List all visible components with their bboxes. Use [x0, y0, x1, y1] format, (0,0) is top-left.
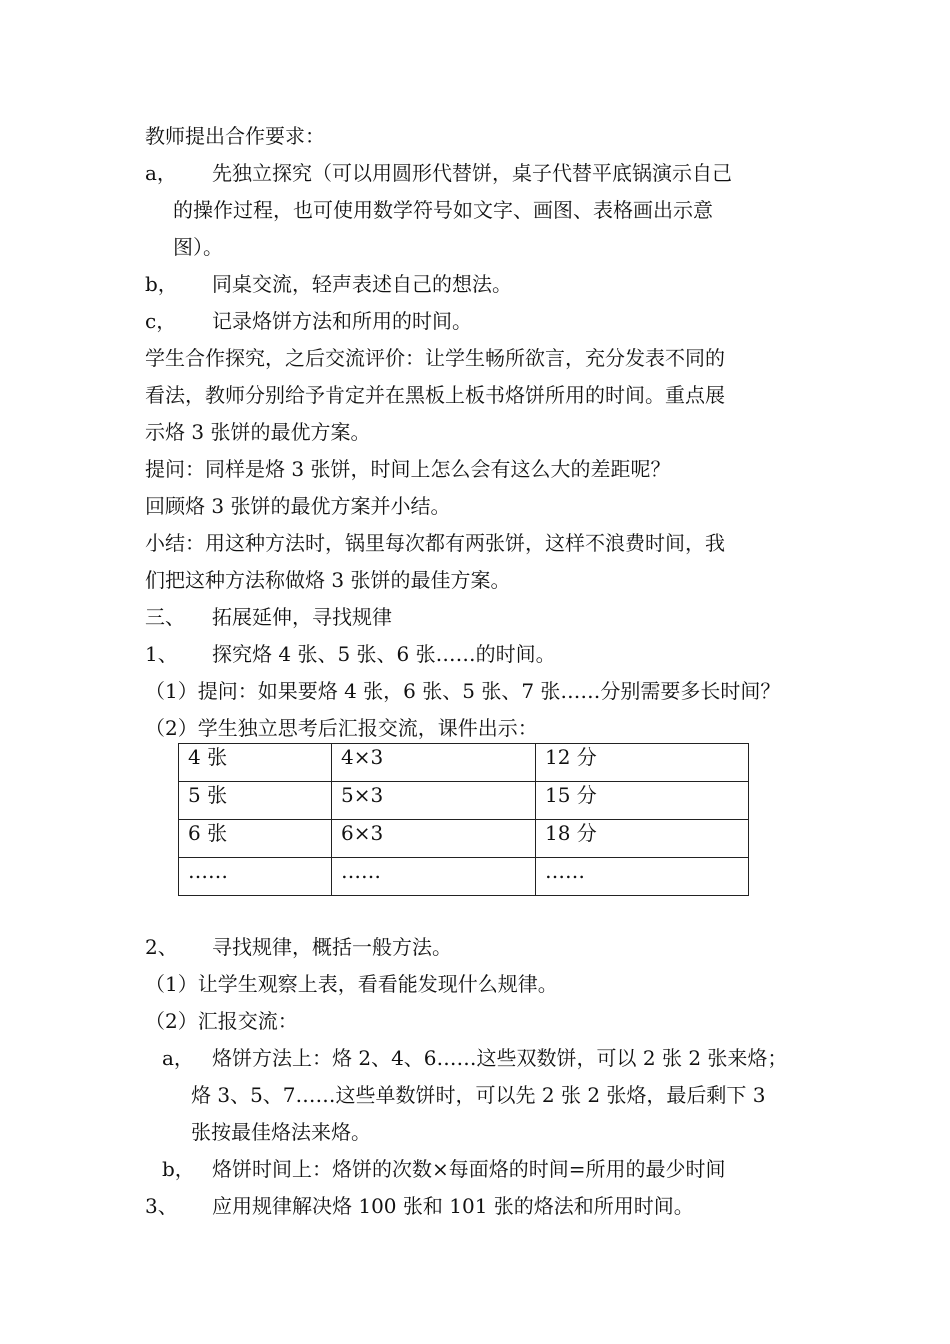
list-marker: b，	[162, 1157, 195, 1181]
table-cell: 6×3	[332, 820, 536, 858]
table-cell: ……	[536, 858, 749, 896]
list-marker: b，	[145, 272, 178, 296]
paragraph-line: （1）让学生观察上表，看看能发现什么规律。	[145, 972, 558, 996]
paragraph-line: 学生合作探究，之后交流评价：让学生畅所欲言，充分发表不同的	[145, 346, 725, 370]
time-table	[178, 743, 749, 896]
section-marker: 三、	[145, 605, 185, 629]
paragraph-line: 应用规律解决烙 100 张和 101 张的烙法和所用时间。	[212, 1194, 694, 1218]
paragraph-line: 先独立探究（可以用圆形代替饼，桌子代替平底锅演示自己	[212, 161, 732, 185]
list-marker: 3、	[145, 1194, 178, 1218]
paragraph-line: 回顾烙 3 张饼的最优方案并小结。	[145, 494, 451, 518]
table-cell: 5×3	[332, 782, 536, 820]
table-row	[179, 858, 749, 896]
table-row	[179, 782, 749, 820]
paragraph-line: 小结：用这种方法时，锅里每次都有两张饼，这样不浪费时间，我	[145, 531, 725, 555]
paragraph-line: （2）汇报交流：	[145, 1009, 298, 1033]
paragraph-line: 同桌交流，轻声表述自己的想法。	[212, 272, 512, 296]
table-cell: 6 张	[179, 820, 332, 858]
table-cell: 5 张	[179, 782, 332, 820]
list-marker: 1、	[145, 642, 178, 666]
list-marker: a，	[145, 161, 177, 185]
table-cell: 4×3	[332, 744, 536, 782]
paragraph-line: 的操作过程，也可使用数学符号如文字、画图、表格画出示意	[173, 198, 713, 222]
table-row	[179, 820, 749, 858]
paragraph-line: 看法，教师分别给予肯定并在黑板上板书烙饼所用的时间。重点展	[145, 383, 725, 407]
paragraph-line: 示烙 3 张饼的最优方案。	[145, 420, 371, 444]
list-marker: a，	[162, 1046, 194, 1070]
paragraph-line: 教师提出合作要求：	[145, 124, 325, 148]
table-cell: ……	[179, 858, 332, 896]
paragraph-line: 记录烙饼方法和所用的时间。	[212, 309, 472, 333]
paragraph-line: 们把这种方法称做烙 3 张饼的最佳方案。	[145, 568, 511, 592]
paragraph-line: 烙 3、5、7……这些单数饼时，可以先 2 张 2 张烙，最后剩下 3	[191, 1083, 766, 1107]
table-cell: ……	[332, 858, 536, 896]
list-marker: 2、	[145, 935, 178, 959]
list-marker: c，	[145, 309, 177, 333]
paragraph-line: 探究烙 4 张、5 张、6 张……的时间。	[212, 642, 556, 666]
table-cell: 4 张	[179, 744, 332, 782]
paragraph-line: 张按最佳烙法来烙。	[191, 1120, 371, 1144]
paragraph-line: 烙饼方法上：烙 2、4、6……这些双数饼，可以 2 张 2 张来烙；	[212, 1046, 788, 1070]
table-cell: 15 分	[536, 782, 749, 820]
paragraph-line: （2）学生独立思考后汇报交流，课件出示：	[145, 716, 538, 740]
table-row	[179, 744, 749, 782]
section-heading: 拓展延伸，寻找规律	[212, 605, 392, 629]
paragraph-line: （1）提问：如果要烙 4 张，6 张、5 张、7 张……分别需要多长时间？	[145, 679, 781, 703]
paragraph-line: 烙饼时间上：烙饼的次数×每面烙的时间=所用的最少时间	[212, 1157, 726, 1181]
paragraph-line: 提问：同样是烙 3 张饼，时间上怎么会有这么大的差距呢？	[145, 457, 671, 481]
paragraph-line: 图）。	[173, 235, 223, 259]
table-cell: 18 分	[536, 820, 749, 858]
table-cell: 12 分	[536, 744, 749, 782]
paragraph-line: 寻找规律，概括一般方法。	[212, 935, 452, 959]
